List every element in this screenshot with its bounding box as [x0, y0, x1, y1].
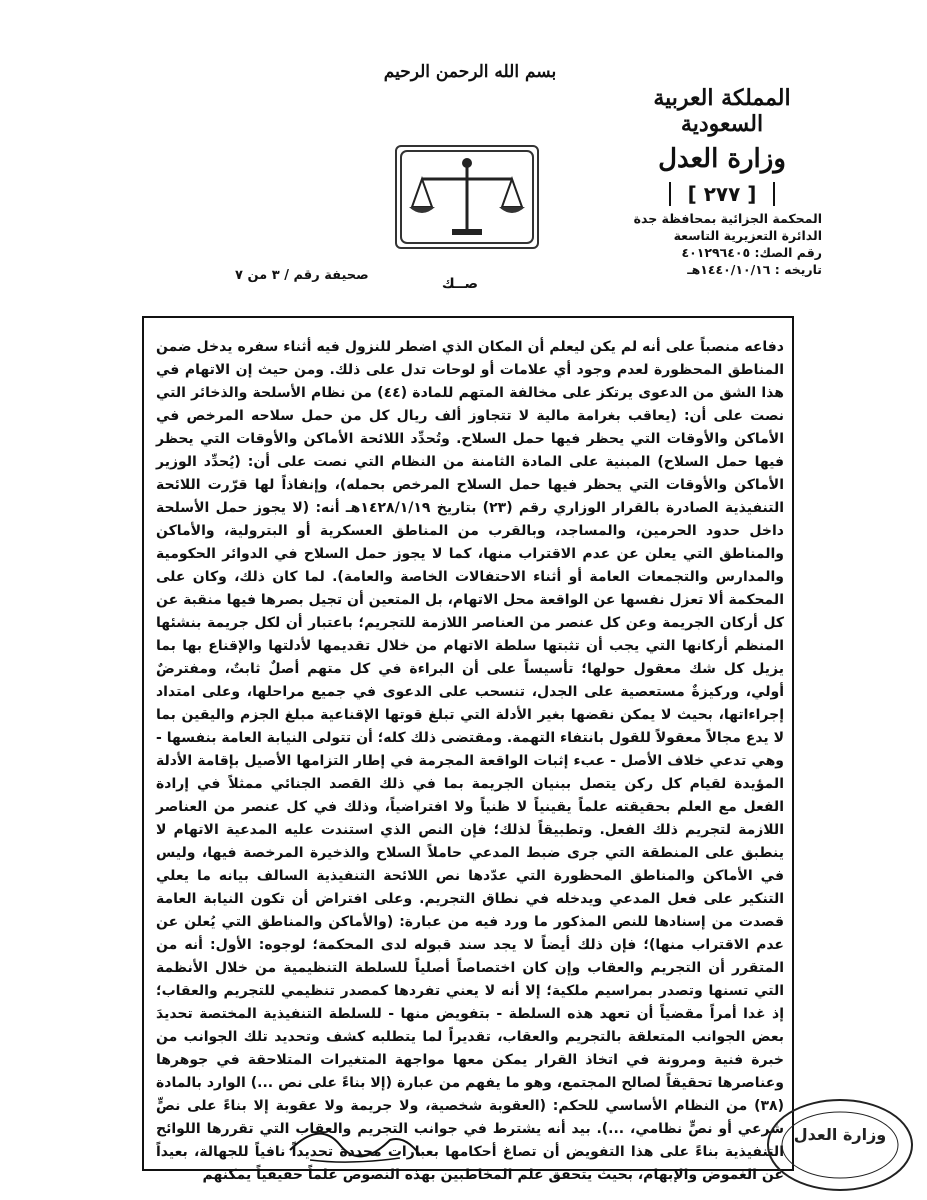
- document-title: صــك: [441, 276, 479, 292]
- body-paragraph: دفاعه منصباً على أنه لم يكن ليعلم أن المكان الذي اضطر للنزول فيه أثناء سفره يدخل ضمن المناطق المحظورة لعدم وجود أي علامات أو لوحات تدل على ذلك. ومن حيث إن الاتهام في هذا الشق من الدعوى يرتكز على مخالفة المتهم للمادة (٤٤) من نظام الأسلحة والذخائر التي نصت على أن: (يعاقب بغرامة مالية لا تتجاوز ألف ريال كل من حمل سلاحه المرخص في الأماكن والأوقات التي يحظر فيها حمل السلاح. وتُحدِّد اللائحة الأماكن والأوقات التي يحظر فيها حمل السلاح) المبنية على المادة الثامنة من النظام التي نصت على أن: (يُحدِّد الوزير الأماكن والأوقات التي يحظر فيها حمل السلاح المرخص بحمله)، وإنفاذاً لها قرّرت اللائحة التنفيذية الصادرة بالقرار الوزاري رقم (٢٣) بتاريخ ١٤٢٨/١/١٩هـ أنه: (لا يجوز حمل الأسلحة داخل حدود الحرمين، والمساجد، وبالقرب من المناطق العسكرية أو البترولية، والأماكن والمناطق التي يعلن عن عدم الاقتراب منها، كما لا يجوز حمل السلاح في الدوائر الحكومية والمدارس والتجمعات العامة أو أثناء الاحتفالات الخاصة والعامة). لما كان ذلك، وكان على المحكمة ألا تعزل نفسها عن الواقعة محل الاتهام، بل المتعين أن تجيل بصرها فيها منقبة عن كل أركان الجريمة وعن كل عنصر من العناصر اللازمة للتجريم؛ باعتبار أن لكل جريمة بنشئها المنظم أركانها التي يجب أن تثبتها سلطة الاتهام من خلال تقديمها لأدلتها والإقناع بها بما يزيل كل شك معقول حولها؛ تأسيساً على أن البراءة في كل متهم أصلٌ ثابتٌ، ومفترضٌ أولي، وركيزةٌ مستعصية على الجدل، تنسحب على الدعوى في جميع مراحلها، وعلى امتداد إجراءاتها، بحيث لا يمكن نقضها بغير الأدلة التي تبلغ قوتها الإقناعية مبلغ الجزم واليقين بما لا يدع مجالاً معقولاً للقول بانتفاء التهمة. ومقتضى ذلك كله؛ أن تتولى النيابة العامة بنفسها - وهي تدعي خلاف الأصل - عبء إثبات الواقعة المجرمة في إطار التزامها الأصيل بإقامة الأدلة المؤيدة لقيام كل ركن يتصل ببنيان الجريمة بما في ذلك القصد الجنائي ممثلاً في إرادة الفعل مع العلم بحقيقته علماً يقينياً لا ظنياً ولا افتراضياً، وذلك في كل عنصر من العناصر اللازمة لتجريم ذلك الفعل. وتطبيقاً لذلك؛ فإن النص الذي استندت عليه المدعية الاتهام لا ينطبق على المنطقة التي جرى ضبط المدعي حاملاً السلاح والذخيرة المرخصة فيها، وليس في الأماكن والمناطق المحظورة التي عدّدها نص اللائحة التنفيذية السالف بيانه ما يعلي التنكير على فعل المدعي ويدخله في نطاق التجريم. وعلى افتراض أن تكون النيابة العامة قصدت من إسنادها للنص المذكور ما ورد فيه من عبارة: (والأماكن والمناطق التي يُعلن عن عدم الاقتراب منها)؛ فإن ذلك أيضاً لا يجد سند قبوله لدى المحكمة؛ لوجوه: الأول: أنه من المتقرر أن التجريم والعقاب وإن كان اختصاصاً أصلياً للسلطة التنظيمية من خلال الأنظمة التي تسنها وتصدر بمراسيم ملكية؛ إلا أنه لا يعني تفردها كمصدر تنظيمي للتجريم والعقاب؛ إذ غدا أمراً مقضياً أن تعهد هذه السلطة - بتفويض منها - للسلطة التنفيذية المختصة تحديدَ بعض الجوانب المتعلقة بالتجريم والعقاب، تقديراً لما يتطلبه كشف وتحديد تلك الجوانب من خبرة فنية ومرونة في اتخاذ القرار يمكن معها مواجهة المتغيرات المتلاحقة في جوهرها وعناصرها تحقيقاً لصالح المجتمع، وهو ما يفهم من عبارة (إلا بناءً على نص ...) الوارد بالمادة (٣٨) من النظام الأساسي للحكم: (العقوبة شخصية، ولا جريمة ولا عقوبة إلا بناءً على نصٍّ شرعي أو نصٍّ نظامي، ...). بيد أنه يشترط في جوانب التجريم والعقاب التي تقررها اللوائح التنفيذية بناءً على هذا التفويض أن تصاغ أحكامها بعبارات محددة تحديداً نافياً للجهالة، بعيداً عن الغموض والإبهام، بحيث يتحقق علم المخاطبين بهذه النصوص علماً حقيقياً يمكنهم: [156, 339, 785, 1183]
- ministry-name: وزارة العدل: [658, 143, 786, 174]
- court-info: [634, 210, 822, 278]
- ministry-stamp-icon: [760, 1085, 920, 1195]
- scales-emblem-icon: [395, 145, 539, 249]
- kingdom-name: المملكة العربية السعودية: [653, 85, 791, 138]
- letterhead: [612, 85, 832, 206]
- signature-icon: [280, 1110, 430, 1170]
- circuit-name: الدائرة التعزيرية التاسعة: [673, 228, 822, 243]
- court-name: المحكمة الجزائية بمحافظة جدة: [633, 211, 822, 226]
- page-number: صحيفة رقم / ٣ من ٧: [235, 268, 369, 283]
- reference-number: [ ٢٧٧ ]: [669, 182, 775, 206]
- stamp-text: وزارة العدل: [793, 1125, 887, 1144]
- deed-date: تاريخه : ١٤٤٠/١٠/١٦هـ: [687, 262, 822, 277]
- deed-number: رقم الصك: ٤٠١٢٩٦٤٠٥: [681, 245, 822, 260]
- body-text: [156, 336, 784, 1187]
- basmala: بسم الله الرحمن الرحيم: [383, 62, 557, 82]
